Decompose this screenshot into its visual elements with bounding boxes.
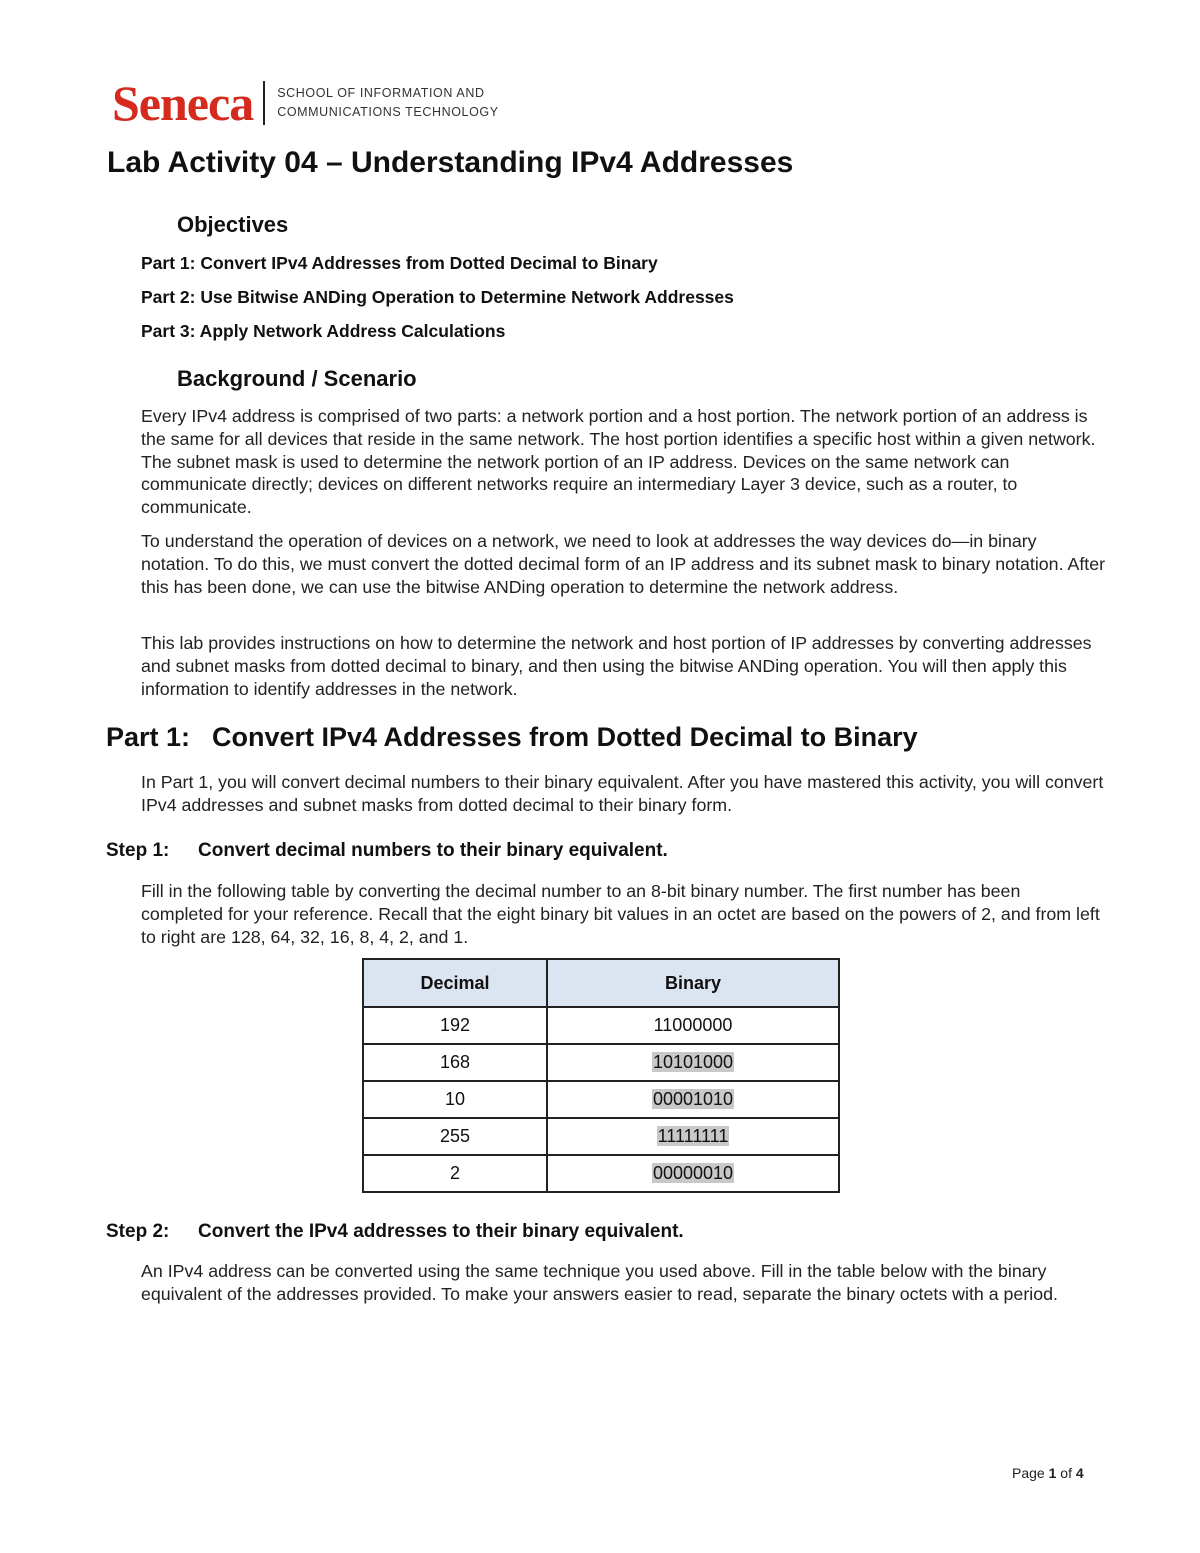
step1-title: Convert decimal numbers to their binary equivalent.	[198, 840, 668, 861]
step2-heading	[106, 1221, 684, 1243]
binary-cell[interactable]	[547, 1155, 839, 1192]
decimal-cell: 10	[363, 1081, 547, 1118]
page-footer	[1012, 1465, 1084, 1481]
decimal-cell: 168	[363, 1044, 547, 1081]
page-total: 4	[1075, 1465, 1084, 1481]
table-header-row	[363, 959, 839, 1007]
column-header-binary: Binary	[547, 959, 839, 1007]
binary-cell	[547, 1007, 839, 1044]
page-of-label: of	[1060, 1465, 1072, 1481]
step1-heading	[106, 840, 668, 862]
background-paragraph: Every IPv4 address is comprised of two parts: a network portion and a host portion. The network portion of an address is the same for all devices that reside in the same network. The host portion identifies a specific host within a given network. The subnet mask is used to determine the network portion of an IP address. Devices on the same network can communicate directly; devices on different networks require an intermediary Layer 3 device, such as a router, to communicate.	[141, 406, 1096, 518]
binary-cell[interactable]	[547, 1044, 839, 1081]
binary-answer-field[interactable]: 11111111	[657, 1126, 729, 1146]
binary-cell[interactable]	[547, 1118, 839, 1155]
binary-answer-field[interactable]: 00000010	[652, 1163, 734, 1183]
table-row	[363, 1081, 839, 1118]
logo-subtitle-line1: SCHOOL OF INFORMATION AND	[277, 86, 485, 100]
step2-title: Convert the IPv4 addresses to their binary equivalent.	[198, 1221, 684, 1242]
part1-number: Part 1:	[106, 722, 191, 752]
binary-answer-field[interactable]: 00001010	[652, 1089, 734, 1109]
logo-divider	[263, 81, 265, 125]
step1-text: Fill in the following table by converting the decimal number to an 8-bit binary number. The first number has been completed for your reference. Recall that the eight binary bit values in an octet are based on the powers of 2, and from left to right are 128, 64, 32, 16, 8, 4, 2, and 1.	[141, 881, 1100, 947]
binary-cell[interactable]	[547, 1081, 839, 1118]
background-paragraph: This lab provides instructions on how to determine the network and host portion of IP addresses by converting addresses and subnet masks from dotted decimal to binary, and then using the bitwise ANDing operation. You will then apply this information to identify addresses in the network.	[141, 633, 1092, 699]
logo-wordmark: Seneca	[112, 75, 254, 131]
page-label: Page	[1012, 1465, 1045, 1481]
binary-value: 11000000	[653, 1015, 733, 1035]
document-title: Lab Activity 04 – Understanding IPv4 Addresses	[107, 146, 794, 179]
background-paragraph: To understand the operation of devices on a network, we need to look at addresses the way devices do—in binary notation. To do this, we must convert the dotted decimal form of an IP address and its subnet mask to binary notation. After this has been done, we can use the bitwise ANDing operation to determine the network address.	[141, 531, 1106, 597]
part1-intro: In Part 1, you will convert decimal numbers to their binary equivalent. After you have mastered this activity, you will convert IPv4 addresses and subnet masks from dotted decimal to their binary form.	[141, 772, 1104, 815]
binary-answer-field[interactable]: 10101000	[652, 1052, 734, 1072]
objective-item: Part 2: Use Bitwise ANDing Operation to Determine Network Addresses	[141, 287, 734, 307]
decimal-binary-table	[362, 958, 840, 1193]
objective-item: Part 3: Apply Network Address Calculations	[141, 321, 506, 341]
part1-title: Convert IPv4 Addresses from Dotted Decimal to Binary	[212, 722, 918, 752]
objectives-heading: Objectives	[177, 212, 289, 237]
logo-subtitle	[277, 84, 499, 122]
table-row	[363, 1155, 839, 1192]
decimal-cell: 255	[363, 1118, 547, 1155]
decimal-cell: 192	[363, 1007, 547, 1044]
step1-number: Step 1:	[106, 840, 170, 861]
part1-heading	[106, 722, 918, 753]
table-row	[363, 1044, 839, 1081]
objective-item: Part 1: Convert IPv4 Addresses from Dotted Decimal to Binary	[141, 253, 658, 273]
seneca-logo	[112, 75, 499, 131]
logo-subtitle-line2: COMMUNICATIONS TECHNOLOGY	[277, 105, 499, 119]
table-row	[363, 1118, 839, 1155]
page-current: 1	[1048, 1465, 1057, 1481]
table-row	[363, 1007, 839, 1044]
column-header-decimal: Decimal	[363, 959, 547, 1007]
background-heading: Background / Scenario	[177, 366, 417, 391]
step2-text: An IPv4 address can be converted using the same technique you used above. Fill in the table below with the binary equivalent of the addresses provided. To make your answers easier to read, separate the binary octets with a period.	[141, 1261, 1058, 1304]
step2-number: Step 2:	[106, 1221, 170, 1242]
decimal-cell: 2	[363, 1155, 547, 1192]
